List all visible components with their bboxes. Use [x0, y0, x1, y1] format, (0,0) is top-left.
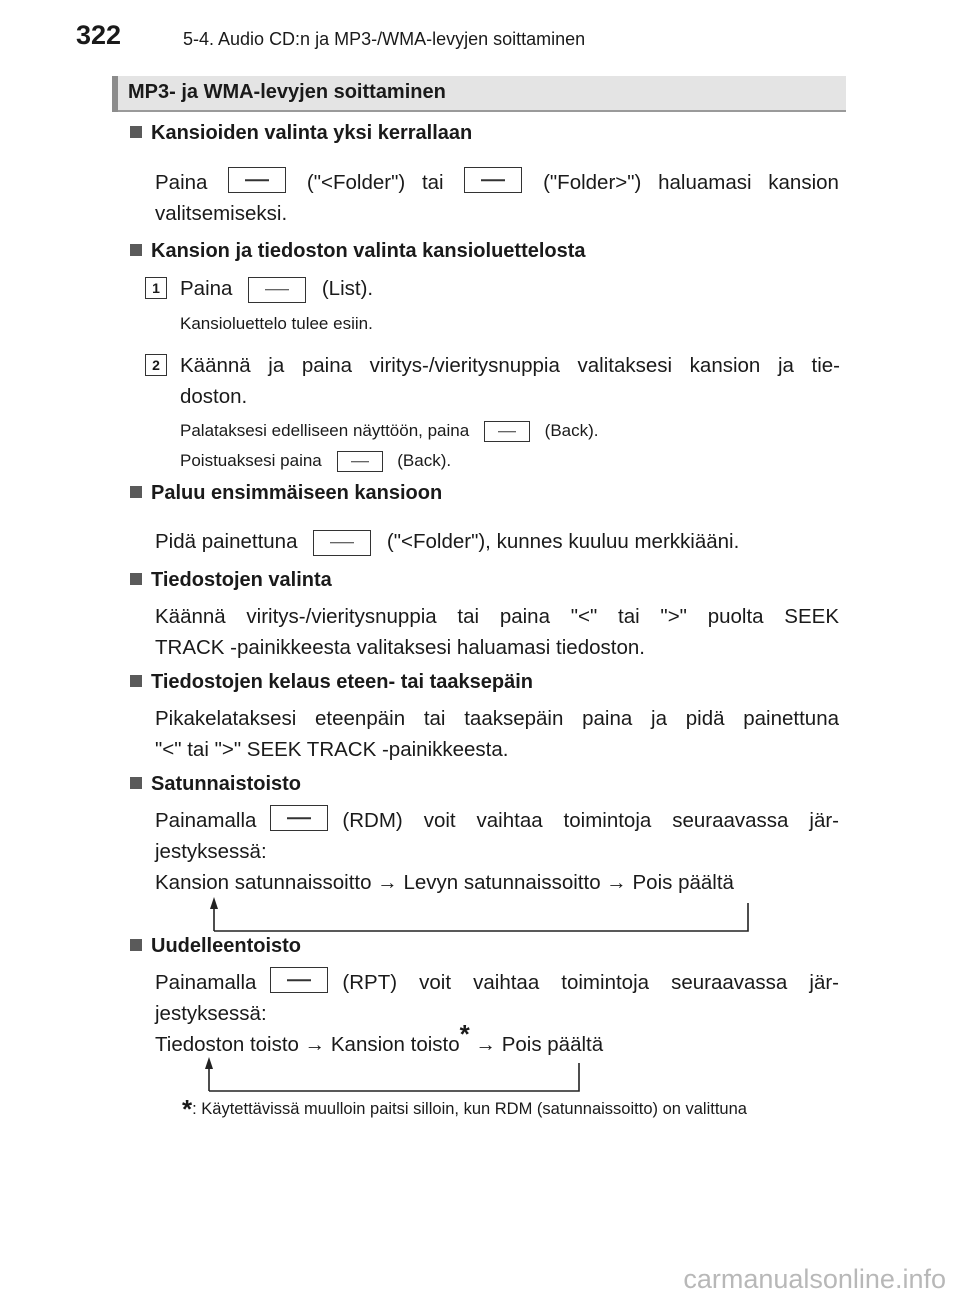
- button-icon-rdm: [270, 805, 328, 831]
- square-bullet-icon: [130, 939, 142, 951]
- button-icon-back-exit: [337, 451, 383, 472]
- step-2-text: Käännä ja paina viritys-/vieritysnuppia valitaksesi kansion ja tie- doston.: [180, 354, 840, 408]
- button-icon-back: [484, 421, 530, 442]
- square-bullet-icon: [130, 675, 142, 687]
- square-bullet-icon: [130, 777, 142, 789]
- heading-tiedostojen-valinta: Tiedostojen valinta: [130, 569, 332, 592]
- paragraph-kansioiden-valinta: Paina ("<Folder") tai ("Folder>") haluamasi kansion valitsemiseksi.: [155, 167, 839, 229]
- button-icon-rpt: [270, 967, 328, 993]
- heading-uudelleentoisto: Uudelleentoisto: [130, 935, 301, 958]
- square-bullet-icon: [130, 126, 142, 138]
- paragraph-satunnaistoisto: Painamalla (RDM) voit vaihtaa toimintoja seuraavassa jär- jestyksessä: Kansion satunnaissoitto → Levyn satunnaissoitto → Pois päältä: [155, 805, 839, 898]
- paragraph-uudelleentoisto: Painamalla (RPT) voit vaihtaa toimintoja seuraavassa jär- jestyksessä: Tiedoston toisto → Kansion toisto* → Pois päältä: [155, 967, 839, 1060]
- loop-arrow-icon-rdm: [200, 895, 760, 935]
- heading-paluu: Paluu ensimmäiseen kansioon: [130, 482, 442, 505]
- page-number: 322: [76, 20, 122, 50]
- paragraph-kelaus: Pikakelataksesi eteenpäin tai taaksepäin paina ja pidä painettuna "<" tai ">" SEEK TRACK -painikkeesta.: [155, 707, 839, 761]
- step-2-note-back: Palataksesi edelliseen näyttöön, paina (Back).: [180, 421, 599, 442]
- button-icon-folder-right: [464, 167, 522, 193]
- heading-kansioluettelo: Kansion ja tiedoston valinta kansioluettelosta: [130, 240, 586, 263]
- square-bullet-icon: [130, 573, 142, 585]
- heading-kelaus: Tiedostojen kelaus eteen- tai taaksepäin: [130, 671, 533, 694]
- paragraph-tiedostojen-valinta: Käännä viritys-/vieritysnuppia tai paina "<" tai ">" puolta SEEK TRACK -painikkeesta valitaksesi haluamasi tiedoston.: [155, 605, 839, 659]
- step-1-text: Paina (List).: [180, 273, 840, 304]
- section-bar-accent: [112, 76, 118, 112]
- button-icon-folder-hold: [313, 530, 371, 556]
- section-title-bar: [112, 76, 846, 112]
- step-2-note-exit: Poistuaksesi paina (Back).: [180, 451, 451, 472]
- footnote: *: Käytettävissä muulloin paitsi silloin, kun RDM (satunnaissoitto) on valittuna: [182, 1094, 747, 1124]
- watermark: carmanualsonline.info: [683, 1264, 946, 1294]
- loop-arrow-icon-rpt: [195, 1055, 590, 1095]
- button-icon-folder-left: [228, 167, 286, 193]
- square-bullet-icon: [130, 244, 142, 256]
- step-number-2: 2: [145, 354, 167, 376]
- heading-kansioiden-valinta: Kansioiden valinta yksi kerrallaan: [130, 122, 472, 145]
- step-1-note: Kansioluettelo tulee esiin.: [180, 314, 373, 333]
- heading-satunnaistoisto: Satunnaistoisto: [130, 773, 301, 796]
- button-icon-list: [248, 277, 306, 303]
- paragraph-paluu: Pidä painettuna ("<Folder"), kunnes kuuluu merkkiääni.: [155, 526, 839, 557]
- running-header: 5-4. Audio CD:n ja MP3-/WMA-levyjen soittaminen: [183, 29, 586, 49]
- step-number-1: 1: [145, 277, 167, 299]
- square-bullet-icon: [130, 486, 142, 498]
- section-title: MP3- ja WMA-levyjen soittaminen: [128, 81, 446, 103]
